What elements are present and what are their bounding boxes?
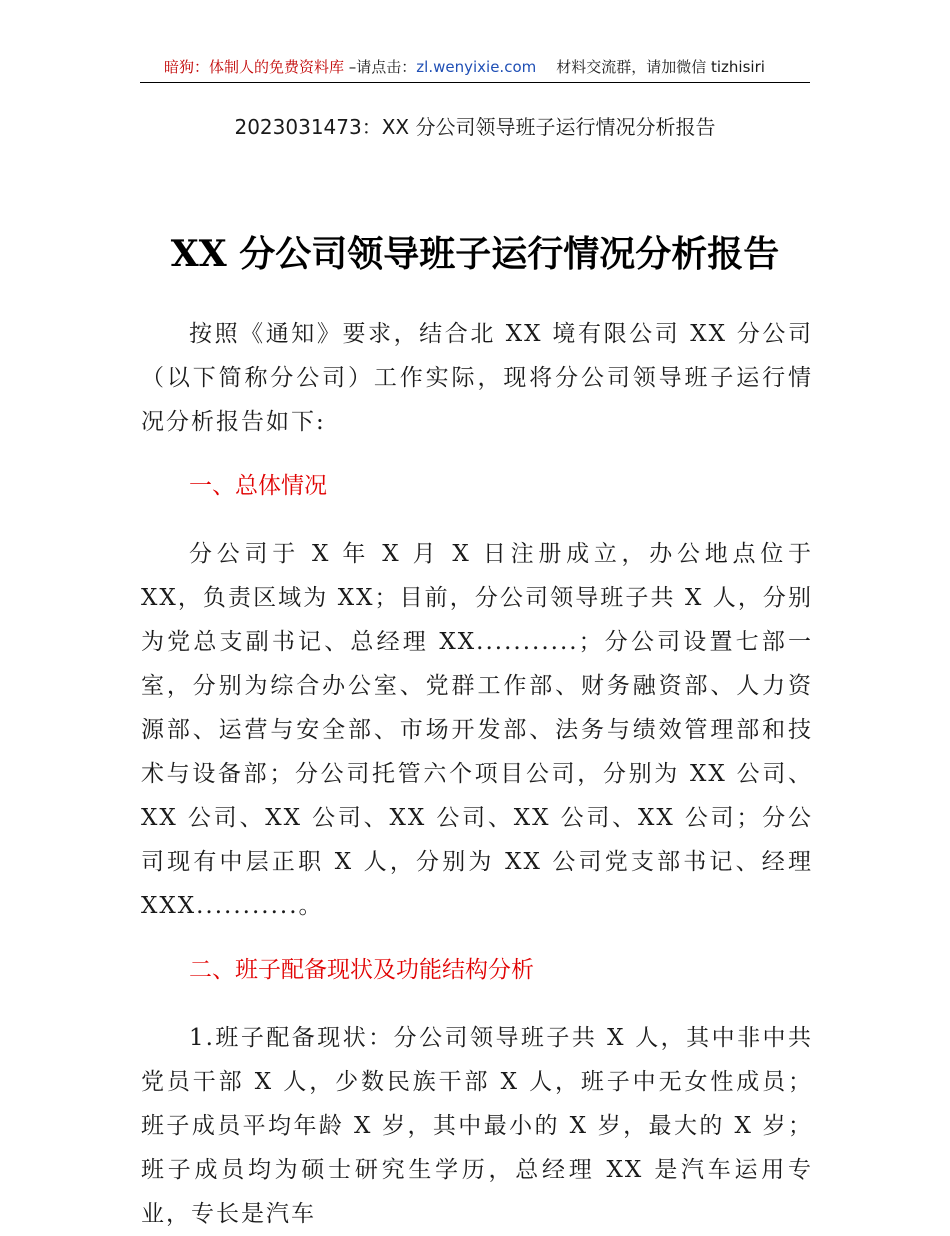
intro-paragraph: 按照《通知》要求，结合北 XX 境有限公司 XX 分公司（以下简称分公司）工作实际，现将分公司领导班子运行情况分析报告如下: — [141, 321, 813, 435]
spacer — [141, 992, 813, 1016]
header-click-prompt: –请点击： — [344, 58, 417, 76]
header-link[interactable]: zl.wenyixie.com — [416, 58, 537, 76]
section-heading-structure: 二、班子配备现状及功能结构分析 — [189, 957, 534, 983]
overview-paragraph: 分公司于 X 年 X 月 X 日注册成立，办公地点位于 XX，负责区域为 XX；目前，分公司领导班子共 X 人，分别为党总支副书记、总经理 XX...........；分公司设置七部一室，分别为综合办公室、党群工作部、财务融资部、人力资源部、运营与安全部、市场开发部、法务与绩效管理部和技术与设备部；分公司托管六个项目公司，分别为 XX 公司、XX 公司、XX 公司、XX 公司、XX 公司、XX 公司；分公司现有中层正职 X 人，分别为 XX 公司党支部书记、经理 XXX...........。 — [141, 541, 813, 919]
spacer — [141, 444, 813, 464]
spacer — [141, 508, 813, 532]
document-body — [141, 312, 813, 1236]
document-title: XX 分公司领导班子运行情况分析报告 — [170, 233, 780, 275]
section-heading-overview: 一、总体情况 — [189, 473, 327, 499]
header-contact: 材料交流群，请加微信 tizhisiri — [556, 58, 765, 76]
spacer — [141, 928, 813, 948]
structure-item-1: 1.班子配备现状：分公司领导班子共 X 人，其中非中共党员干部 X 人，少数民族干部 X 人，班子中无女性成员；班子成员平均年龄 X 岁，其中最小的 X 岁，最大的 X 岁；班子成员均为硕士研究生学历，总经理 XX 是汽车运用专业，专长是汽车 — [141, 1025, 813, 1227]
document-code-title: 2023031473：XX 分公司领导班子运行情况分析报告 — [234, 115, 716, 139]
header-brand: 暗狗：体制人的免费资料库 — [164, 58, 345, 76]
page-header — [140, 52, 810, 83]
